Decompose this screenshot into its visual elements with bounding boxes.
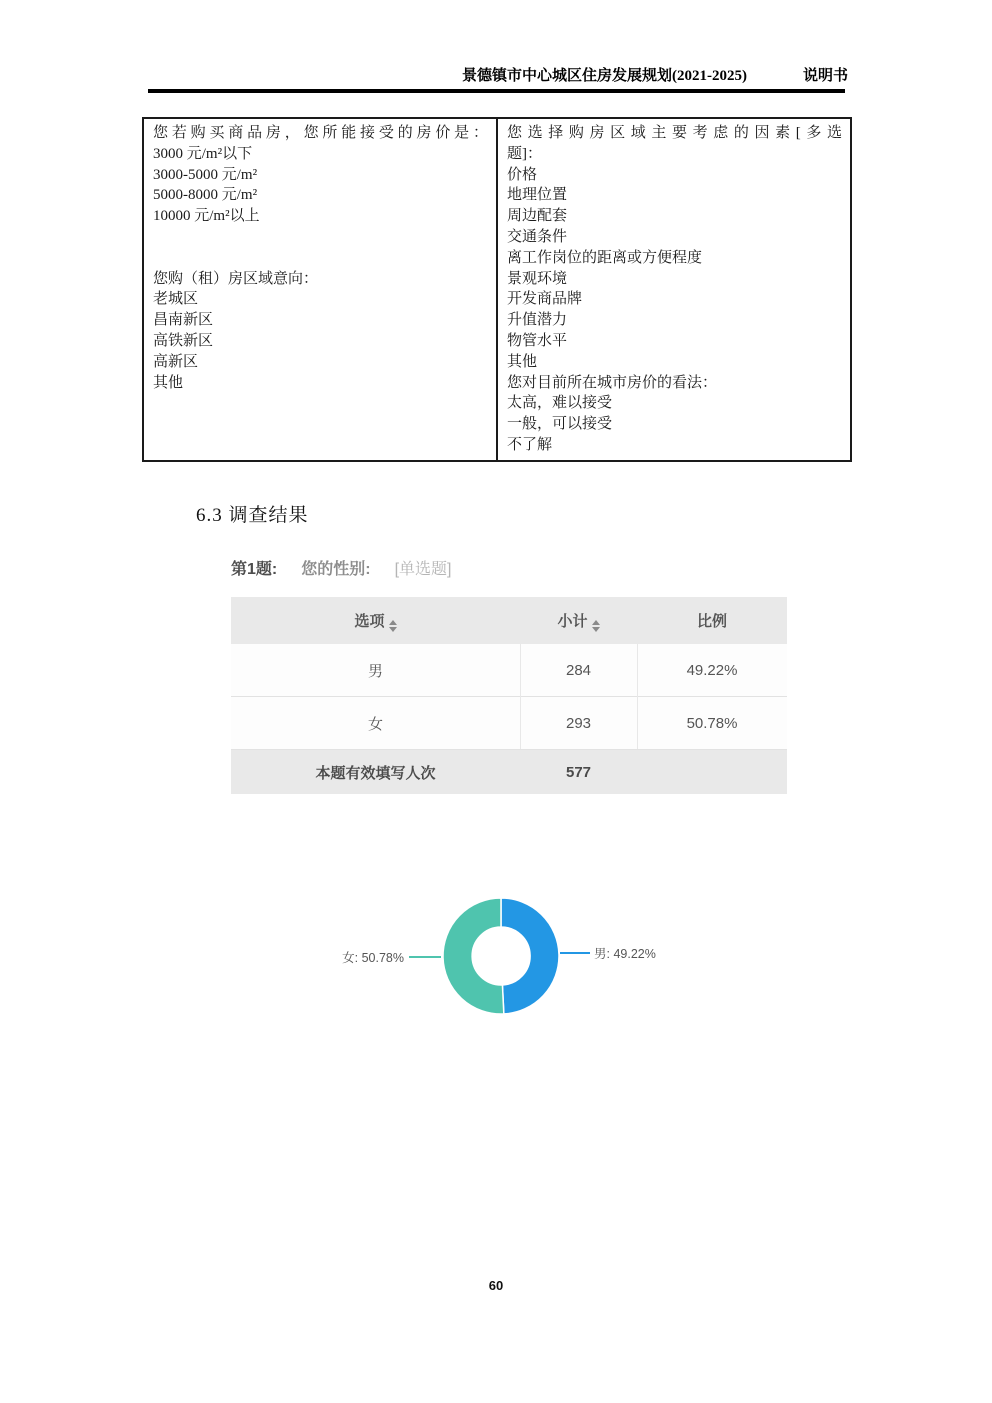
cell-option: 男: [367, 662, 383, 680]
cell-percent: 49.22%: [686, 661, 738, 679]
cell-option: 女: [367, 715, 383, 733]
questionnaire-line: 高铁新区: [153, 332, 214, 349]
footer-label: 本题有效填写人次: [315, 764, 436, 782]
header-rule: [148, 89, 845, 93]
questionnaire-line: 您对目前所在城市房价的看法：: [507, 374, 718, 391]
result-table-footer-row: [231, 749, 787, 794]
header-doc-type: 说明书: [802, 68, 848, 84]
donut-slice-男: [501, 898, 559, 1014]
questionnaire-line: 您选择购房区域主要考虑的因素[多选: [507, 125, 842, 141]
questionnaire-line: 地理位置: [507, 187, 568, 204]
questionnaire-line: 3000 元/m²以下: [153, 145, 253, 162]
questionnaire-line: 价格: [507, 166, 538, 183]
questionnaire-line: 您若购买商品房，您所能接受的房价是：: [153, 125, 488, 141]
question-number: 第1题:: [231, 561, 278, 578]
column-header-1: 选项: [231, 610, 520, 632]
cell-count: 284: [565, 661, 592, 679]
questionnaire-line: 5000-8000 元/m²: [153, 187, 258, 204]
questionnaire-line: 离工作岗位的距离或方便程度: [507, 249, 703, 266]
questionnaire-line: 升值潜力: [507, 312, 568, 329]
gender-donut-chart: [440, 895, 562, 1017]
questionnaire-line: 老城区: [153, 291, 199, 308]
callout-line-female: [409, 956, 441, 958]
sort-arrows-icon: [592, 620, 600, 632]
questionnaire-line: 周边配套: [507, 208, 568, 225]
result-table: [231, 597, 787, 794]
callout-label-female: 女: 50.78%: [342, 951, 404, 965]
question-text: 您的性别:: [301, 561, 371, 578]
column-separator: [520, 644, 521, 749]
questionnaire-line: 昌南新区: [153, 312, 214, 329]
questionnaire-cell-left: [144, 119, 498, 460]
questionnaire-line: 您购（租）房区域意向：: [153, 270, 319, 287]
page-number: 60: [488, 1278, 504, 1293]
questionnaire-line: 高新区: [153, 353, 199, 370]
sort-arrows-icon: [389, 620, 397, 632]
questionnaire-line: 10000 元/m²以上: [153, 208, 260, 225]
questionnaire-table: [142, 117, 852, 462]
header-doc-title: 景德镇市中心城区住房发展规划(2021-2025): [461, 68, 747, 84]
cell-count: 293: [565, 714, 592, 732]
questionnaire-line: 不了解: [507, 436, 553, 453]
result-table-body: [231, 644, 787, 749]
page-header: [136, 64, 848, 85]
questionnaire-line: 题]：: [507, 145, 542, 162]
callout-label-male: 男: 49.22%: [594, 947, 656, 961]
donut-slice-女: [443, 898, 504, 1014]
question-type-tag: [单选题]: [394, 561, 452, 578]
column-header-3: 比例: [696, 613, 727, 630]
column-separator: [637, 644, 638, 749]
footer-value: 577: [565, 763, 592, 781]
questionnaire-line: 一般，可以接受: [507, 416, 613, 433]
questionnaire-line: 其他: [153, 374, 184, 391]
section-heading: 6.3 调查结果: [196, 505, 309, 526]
callout-line-male: [560, 952, 590, 954]
questionnaire-line: 开发商品牌: [507, 291, 583, 308]
survey-question-line: [231, 556, 451, 579]
questionnaire-line: 3000-5000 元/m²: [153, 166, 258, 183]
cell-percent: 50.78%: [686, 714, 738, 732]
column-header-2: 小计: [520, 610, 637, 632]
questionnaire-line: [153, 248, 488, 269]
questionnaire-line: 太高，难以接受: [507, 395, 613, 412]
questionnaire-line: 其他: [507, 353, 538, 370]
questionnaire-line: 物管水平: [507, 332, 568, 349]
result-table-header-row: [231, 597, 787, 644]
questionnaire-line: 交通条件: [507, 228, 568, 245]
questionnaire-cell-right: [498, 119, 850, 460]
table-row: [231, 697, 787, 749]
questionnaire-line: 景观环境: [507, 270, 568, 287]
table-row: [231, 644, 787, 697]
questionnaire-line: [153, 227, 488, 248]
